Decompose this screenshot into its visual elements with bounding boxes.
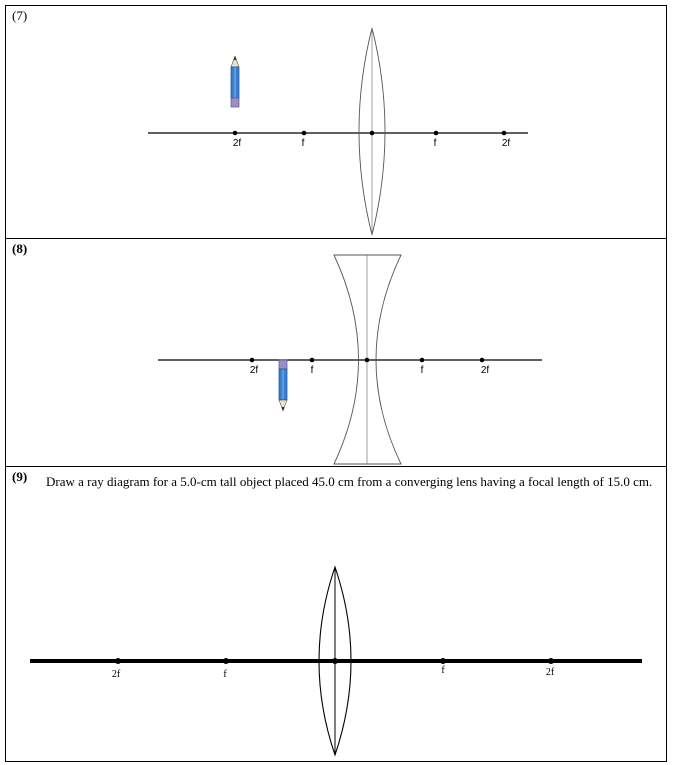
- focal-point-f-right: [440, 658, 446, 664]
- problem-7-diagram: [6, 6, 667, 239]
- focal-point-f-left: [310, 358, 315, 363]
- optical-center: [370, 131, 375, 136]
- focal-point-f-left: [223, 658, 229, 664]
- problem-9-panel: [5, 466, 667, 762]
- axis-label-f-right: f: [433, 138, 437, 149]
- pencil-object: [231, 56, 239, 107]
- axis-label-2f-left: 2f: [232, 138, 242, 149]
- optical-center: [332, 658, 338, 664]
- axis-label-2f-left: 2f: [111, 669, 121, 680]
- problem-8-diagram: [6, 239, 667, 467]
- focal-point-f-left: [302, 131, 307, 136]
- problem-9-diagram: [6, 467, 667, 762]
- focal-point-2f-left: [115, 658, 121, 664]
- focal-point-2f-right: [502, 131, 507, 136]
- focal-point-f-right: [420, 358, 425, 363]
- axis-label-2f-left: 2f: [249, 365, 259, 376]
- problem-7-panel: [5, 5, 667, 239]
- focal-point-2f-right: [480, 358, 485, 363]
- focal-point-2f-left: [250, 358, 255, 363]
- axis-label-2f-right: 2f: [501, 138, 511, 149]
- problem-number: (9): [12, 469, 28, 484]
- axis-label-f-left: f: [310, 365, 314, 376]
- problem-number: (7): [12, 8, 28, 23]
- problem-8-panel: [5, 238, 667, 467]
- problem-prompt: Draw a ray diagram for a 5.0-cm tall object placed 45.0 cm from a converging lens having a focal length of 15.0 cm.: [46, 474, 653, 489]
- axis-label-f-left: f: [223, 669, 227, 680]
- axis-label-f-right: f: [441, 665, 445, 676]
- axis-label-2f-right: 2f: [545, 667, 555, 678]
- pencil-object: [279, 360, 287, 411]
- optical-center: [365, 358, 370, 363]
- problem-number: (8): [12, 241, 28, 256]
- focal-point-2f-left: [233, 131, 238, 136]
- axis-label-f-left: f: [301, 138, 305, 149]
- focal-point-f-right: [434, 131, 439, 136]
- axis-label-f-right: f: [420, 365, 424, 376]
- focal-point-2f-right: [548, 658, 554, 664]
- axis-label-2f-right: 2f: [480, 365, 490, 376]
